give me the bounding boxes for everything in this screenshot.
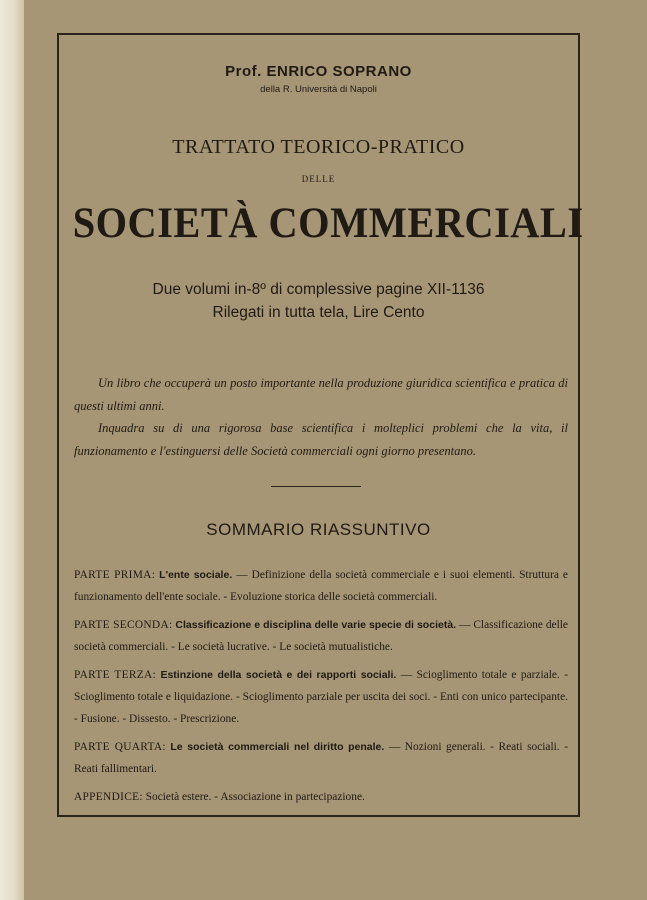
part-text: Società estere. - Associazione in partecipazione. [142,791,365,803]
title-connector: DELLE [301,174,336,184]
treatise-heading: TRATTATO TEORICO-PRATICO [172,136,465,158]
part-title: Estinzione della società e dei rapporti sociali. [160,669,397,681]
part-label: PARTE PRIMA: [74,569,156,581]
part-text: — Classificazione delle società commerciali. - Le società lucrative. - Le società mutualistiche. [74,619,568,653]
divider [271,486,361,487]
part-title: Classificazione e disciplina delle varie specie di società. [175,619,457,631]
part-text: — Nozioni generali. - Reati sociali. - Reati fallimentari. [74,741,568,775]
author-name: Prof. ENRICO SOPRANO [225,63,412,80]
summary-parts [74,564,568,814]
part-label: PARTE SECONDA: [74,619,173,631]
author-affiliation: della R. Università di Napoli [260,84,377,95]
part-title: L'ente sociale. [159,569,233,581]
book-title: SOCIETÀ COMMERCIALI [72,200,584,247]
part-text: — Definizione della società commerciale e i suoi elementi. Struttura e funzionamento dell'ente sociale. - Evoluzione storica delle società commerciali. [74,569,568,603]
summary-part [74,786,568,808]
part-label: APPENDICE: [74,791,143,803]
summary-part [74,564,568,608]
part-label: PARTE TERZA: [74,669,157,681]
summary-part [74,664,568,730]
description-paragraph: Inquadra su di una rigorosa base scientifica i molteplici problemi che la vita, il funzionamento e l'estinguersi delle Società commerciali ogni giorno presentano. [74,421,568,458]
summary-part [74,614,568,658]
part-label: PARTE QUARTA: [74,741,166,753]
part-text: — Scioglimento totale e parziale. - Scioglimento totale e liquidazione. - Scioglimento parziale per uscita dei soci. - Enti con unico partecipante. - Fusione. - Dissesto. - Prescrizione. [74,669,568,725]
part-title: Le società commerciali nel diritto penale. [170,741,385,753]
description-paragraph: Un libro che occuperà un posto importante nella produzione giuridica scientifica e pratica di questi ultimi anni. [74,376,568,413]
page-edge [0,0,24,900]
binding-price-info: Rilegati in tutta tela, Lire Cento [212,304,425,321]
book-description [74,372,568,462]
summary-part [74,736,568,780]
volumes-info: Due volumi in-8º di complessive pagine XII-1136 [152,281,485,298]
summary-heading: SOMMARIO RIASSUNTIVO [206,520,431,539]
